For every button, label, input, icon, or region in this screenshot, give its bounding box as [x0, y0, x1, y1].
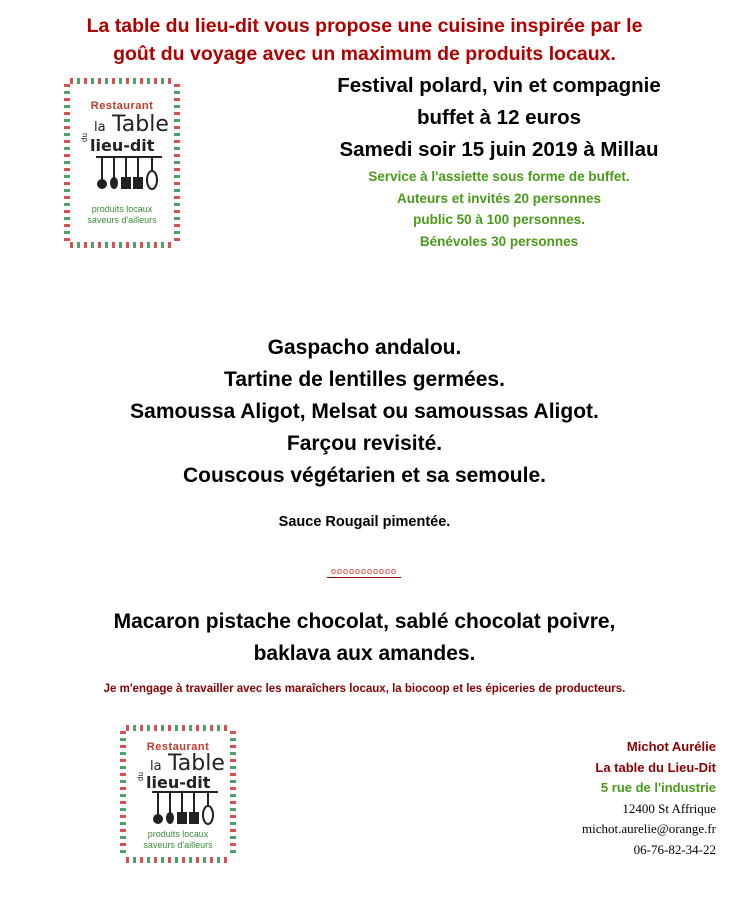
- logo-du-text: du: [136, 772, 145, 781]
- logo-tagline-2: saveurs d'ailleurs: [143, 840, 213, 850]
- utensils-icon: [152, 791, 218, 825]
- contact-block: [582, 737, 716, 860]
- logo-lieu-dit-text: lieu-dit: [90, 136, 155, 155]
- intro-text: [0, 12, 729, 68]
- contact-email[interactable]: michot.aurelie@orange.fr: [582, 821, 716, 836]
- service-details: [270, 166, 728, 252]
- logo-la-text: la: [94, 120, 106, 135]
- logo-tagline-1: produits locaux: [91, 204, 153, 214]
- menu-item: Samoussa Aligot, Melsat ou samoussas Aligot.: [130, 400, 599, 423]
- intro-line-1: La table du lieu-dit vous propose une cuisine inspirée par le: [86, 15, 643, 37]
- pledge-text: Je m'engage à travailler avec les maraîchers locaux, la biocoop et les épiceries de producteurs.: [103, 683, 626, 695]
- logo-du-text: du: [80, 133, 89, 142]
- sauce-text: Sauce Rougail pimentée.: [278, 514, 451, 530]
- menu-item: Couscous végétarien et sa semoule.: [183, 464, 546, 487]
- logo-tagline-1: produits locaux: [147, 829, 209, 839]
- service-line: Auteurs et invités 20 personnes: [396, 190, 602, 206]
- intro-line-2: goût du voyage avec un maximum de produits locaux.: [113, 43, 616, 65]
- separator-line: [327, 577, 401, 578]
- menu-item: Tartine de lentilles germées.: [224, 368, 505, 391]
- event-title: Festival polard, vin et compagnie: [337, 74, 661, 97]
- dessert-line-2: baklava aux amandes.: [253, 642, 476, 665]
- contact-street: 5 rue de l'industrie: [600, 780, 716, 795]
- restaurant-logo-bottom: [120, 725, 236, 863]
- menu-list: [0, 332, 729, 492]
- menu-item: Farçou revisité.: [286, 432, 443, 455]
- contact-city: 12400 St Affrique: [622, 800, 716, 816]
- contact-name: Michot Aurélie: [626, 739, 716, 754]
- logo-tagline-2: saveurs d'ailleurs: [87, 215, 157, 225]
- event-info: [270, 70, 728, 166]
- separator-dots: ooooooooooo: [330, 566, 398, 576]
- service-line: Service à l'assiette sous forme de buffet.: [368, 169, 630, 184]
- service-line: Bénévoles 30 personnes: [419, 233, 579, 249]
- restaurant-logo: [64, 78, 180, 248]
- separator: [327, 567, 401, 578]
- utensils-icon: [96, 156, 162, 190]
- dessert-list: [0, 606, 729, 670]
- logo-lieu-dit-text: lieu-dit: [146, 773, 211, 792]
- contact-business: La table du Lieu-Dit: [595, 759, 716, 775]
- service-line: public 50 à 100 personnes.: [413, 212, 585, 227]
- menu-item: Gaspacho andalou.: [267, 336, 462, 359]
- logo-restaurant-text: Restaurant: [90, 100, 154, 112]
- event-date: Samedi soir 15 juin 2019 à Millau: [339, 138, 659, 161]
- dessert-line-1: Macaron pistache chocolat, sablé chocolat poivre,: [113, 610, 616, 633]
- logo-la-text: la: [150, 759, 162, 774]
- event-price: buffet à 12 euros: [416, 106, 582, 129]
- contact-phone: 06-76-82-34-22: [633, 841, 716, 857]
- logo-table-text: Table: [112, 112, 169, 137]
- logo-table-text: Table: [168, 751, 225, 776]
- logo-restaurant-text: Restaurant: [146, 741, 210, 753]
